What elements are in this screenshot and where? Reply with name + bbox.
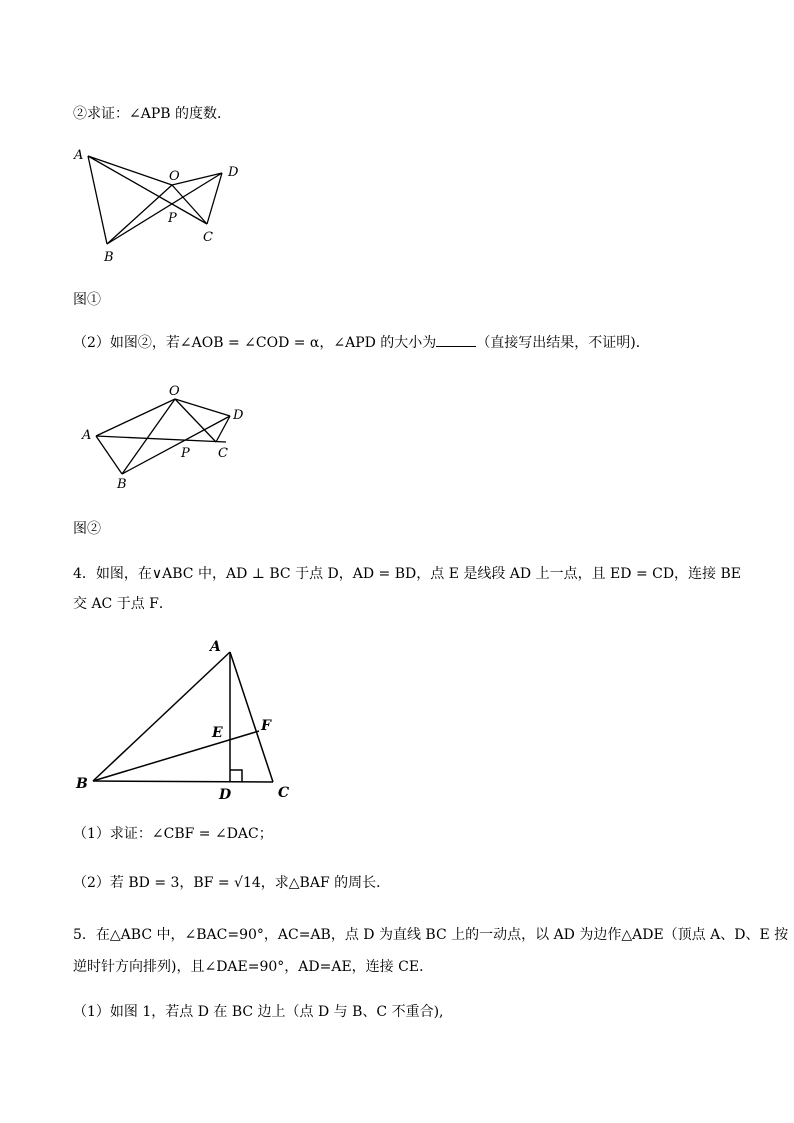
fig2-label-o: O (169, 384, 180, 399)
q5-stem-line1: 5．在△ABC 中，∠BAC=90°，AC=AB，点 D 为直线 BC 上的一动点，以 AD 为边作△ADE（顶点 A、D、E 按 (73, 927, 789, 943)
q4-part1: （1）求证：∠CBF = ∠DAC； (73, 826, 273, 842)
q3-part2-tail: （直接写出结果，不证明)． (476, 335, 650, 351)
fig2-label-c: C (218, 446, 228, 461)
fig4-label-c: C (278, 785, 290, 801)
figure-2 (70, 378, 270, 498)
fig1-label-o: O (169, 169, 180, 184)
q5-stem-line2: 逆时针方向排列)，且∠DAE=90°，AD=AE，连接 CE． (73, 959, 434, 975)
fig4-label-f: F (261, 718, 271, 734)
answer-blank (436, 334, 476, 347)
fig1-label-a: A (74, 148, 84, 163)
fig2-label-b: B (117, 477, 127, 492)
q4-stem-line1: 4．如图，在∨ABC 中，AD ⊥ BC 于点 D，AD = BD，点 E 是线段 AD 上一点，且 ED = CD，连接 BE (73, 566, 742, 582)
q3-part2-text: （2）如图②，若∠AOB = ∠COD = α，∠APD 的大小为 (73, 335, 437, 351)
fig2-label-p: P (181, 446, 190, 461)
q4-part2: （2）若 BD = 3，BF = √14，求△BAF 的周长． (73, 875, 391, 891)
fig2-label-d: D (233, 408, 244, 423)
fig4-label-e: E (212, 725, 223, 741)
figure-q4 (70, 630, 310, 805)
figure-1 (70, 140, 250, 270)
fig4-label-b: B (76, 776, 88, 792)
fig1-caption: 图① (73, 292, 101, 308)
fig1-label-b: B (104, 250, 114, 265)
fig4-label-d: D (219, 787, 232, 803)
q3-part1-item2: ②求证：∠APB 的度数． (73, 106, 231, 122)
q5-part1: （1）如图 1，若点 D 在 BC 边上（点 D 与 B、C 不重合), (73, 1004, 444, 1020)
q4-stem-line2: 交 AC 于点 F． (73, 596, 173, 612)
fig2-caption: 图② (73, 521, 101, 537)
fig1-label-c: C (203, 230, 213, 245)
fig1-label-p: P (168, 211, 177, 226)
fig1-label-d: D (228, 165, 239, 180)
fig4-label-a: A (210, 639, 221, 655)
fig2-label-a: A (82, 428, 92, 443)
q3-part2 (73, 333, 650, 353)
